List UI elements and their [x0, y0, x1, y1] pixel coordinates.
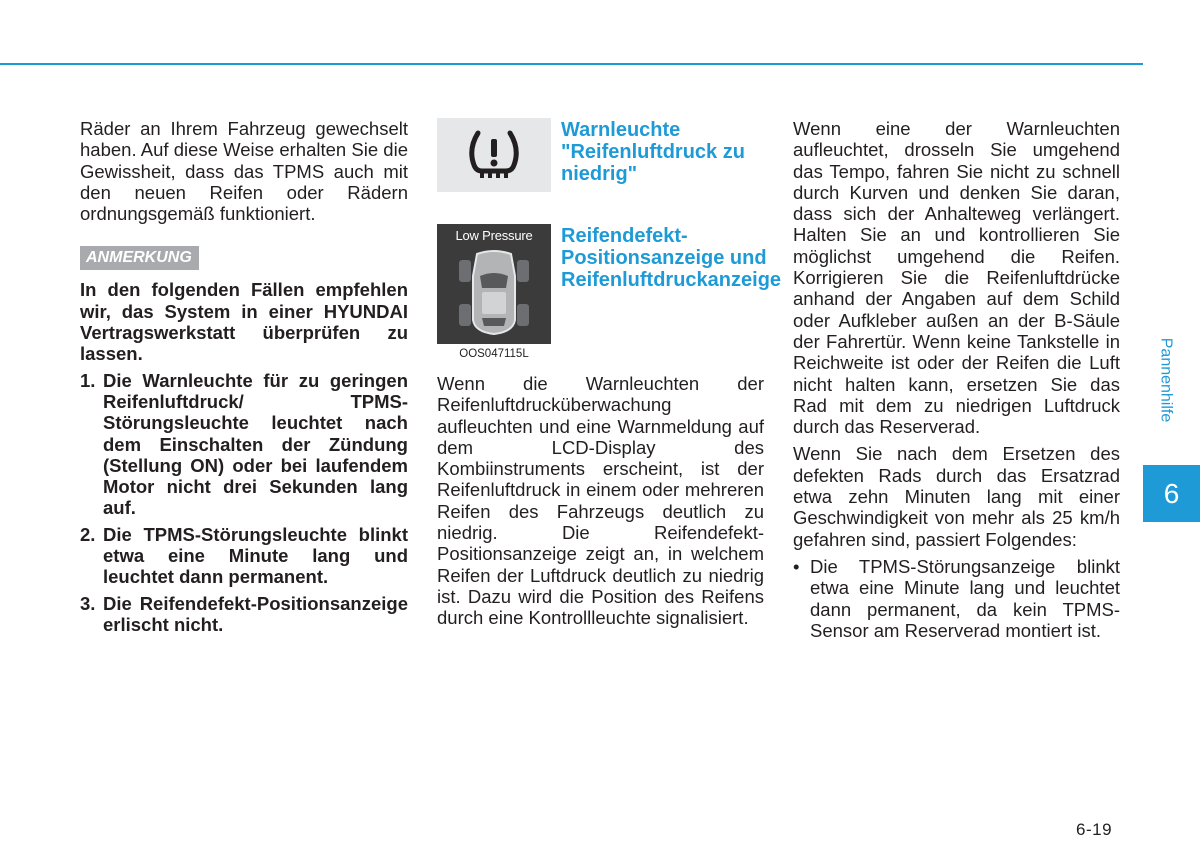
step-text: Die Warnleuchte für zu geringen Reifenluftdruck/ TPMS-Störungsleuchte leuchtet nach dem Einschalten der Zündung (Stellung ON) oder bei laufendem Motor nicht drei Sekunden lang auf. [103, 369, 408, 519]
intro-paragraph: Räder an Ihrem Fahrzeug gewechselt haben. Auf diese Weise erhalten Sie die Gewissheit, dass das TPMS auch mit den neuen Reifen oder Rädern ordnungsgemäß funktioniert. [80, 118, 408, 225]
step-text: Die Reifendefekt-Positionsanzeige erlischt nicht. [103, 592, 408, 635]
warning-description: Wenn die Warnleuchten der Reifenluftdrucküberwachung aufleuchten und eine Warnmeldung auf dem LCD-Display des Kombiinstruments erscheint, ist der Reifenluftdruck in einem oder mehreren Reifen des Fahrzeugs deutlich zu niedrig. Die Reifendefekt-Positionsanzeige zeigt an, in welchem Reifen der Luftdruck deutlich zu niedrig ist. Dazu wird die Position des Reifens durch eine Kontrollleuchte signalisiert. [437, 373, 764, 629]
lcd-display [437, 224, 551, 344]
image-code: OOS047115L [459, 348, 529, 360]
step-number: 3. [80, 592, 96, 614]
car-top-view-icon [437, 246, 551, 342]
bullet-icon: • [793, 555, 800, 577]
heading-warning-light: Warnleuchte "Reifenluftdruck zu niedrig" [561, 119, 745, 185]
step-text: Die TPMS-Störungsleuchte blinkt etwa eine Minute lang und leuchtet dann permanent. [103, 523, 408, 588]
note-intro: In den folgenden Fällen empfehlen wir, das System in einer HYUNDAI Vertragswerkstatt überprüfen zu lassen. [80, 279, 408, 365]
chapter-title: Pannenhilfe [1157, 337, 1175, 423]
page-number: 6-19 [1076, 820, 1113, 839]
tpms-warning-icon [464, 127, 524, 183]
lcd-figure [437, 224, 551, 361]
lcd-section [437, 224, 782, 361]
note-badge: ANMERKUNG [80, 246, 199, 270]
chapter-side-label [1151, 300, 1179, 460]
chapter-tab: 6 [1143, 465, 1200, 522]
list-item [793, 556, 1120, 641]
column-2 [437, 118, 782, 629]
bullet-text: Die TPMS-Störungsanzeige blinkt etwa eine Minute lang und leuchtet dann permanent, da kein TPMS-Sensor am Reserverad montiert ist. [810, 555, 1120, 641]
column-3 [793, 118, 1120, 641]
spare-wheel-paragraph: Wenn Sie nach dem Ersetzen des defekten Rads durch das Ersatzrad etwa zehn Minuten lang mit einer Geschwindigkeit von mehr als 25 km/h gefahren sind, passiert Folgendes: [793, 443, 1120, 550]
bullet-list [793, 556, 1120, 641]
heading-position-indicator: Reifendefekt-Positionsanzeige und Reifenluftdruckanzeige [561, 225, 782, 291]
top-rule [0, 63, 1143, 65]
step-number: 1. [80, 369, 96, 391]
list-item [80, 370, 408, 519]
step-number: 2. [80, 523, 96, 545]
note-steps [80, 370, 408, 636]
tpms-warning-icon-box [437, 118, 551, 192]
column-1 [80, 118, 408, 640]
instructions-paragraph: Wenn eine der Warnleuchten aufleuchtet, drosseln Sie umgehend das Tempo, fahren Sie nicht zu schnell durch Kurven und denken Sie daran, dass sich der Anhalteweg verlängert. Halten Sie an und kontrollieren Sie möglichst umgehend die Reifen. Korrigieren Sie die Reifenluftdrücke anhand der Angaben auf dem Schild oder Aufkleber außen an der B-Säule der Fahrertür. Wenn keine Tankstelle in Reichweite ist oder der Reifen die Luft nicht halten kann, ersetzen Sie das Rad mit dem zu niedrigen Luftdruck durch das Reserverad. [793, 118, 1120, 438]
list-item [80, 524, 408, 588]
warning-light-section [437, 118, 764, 192]
lcd-title: Low Pressure [455, 228, 533, 243]
list-item [80, 593, 408, 636]
